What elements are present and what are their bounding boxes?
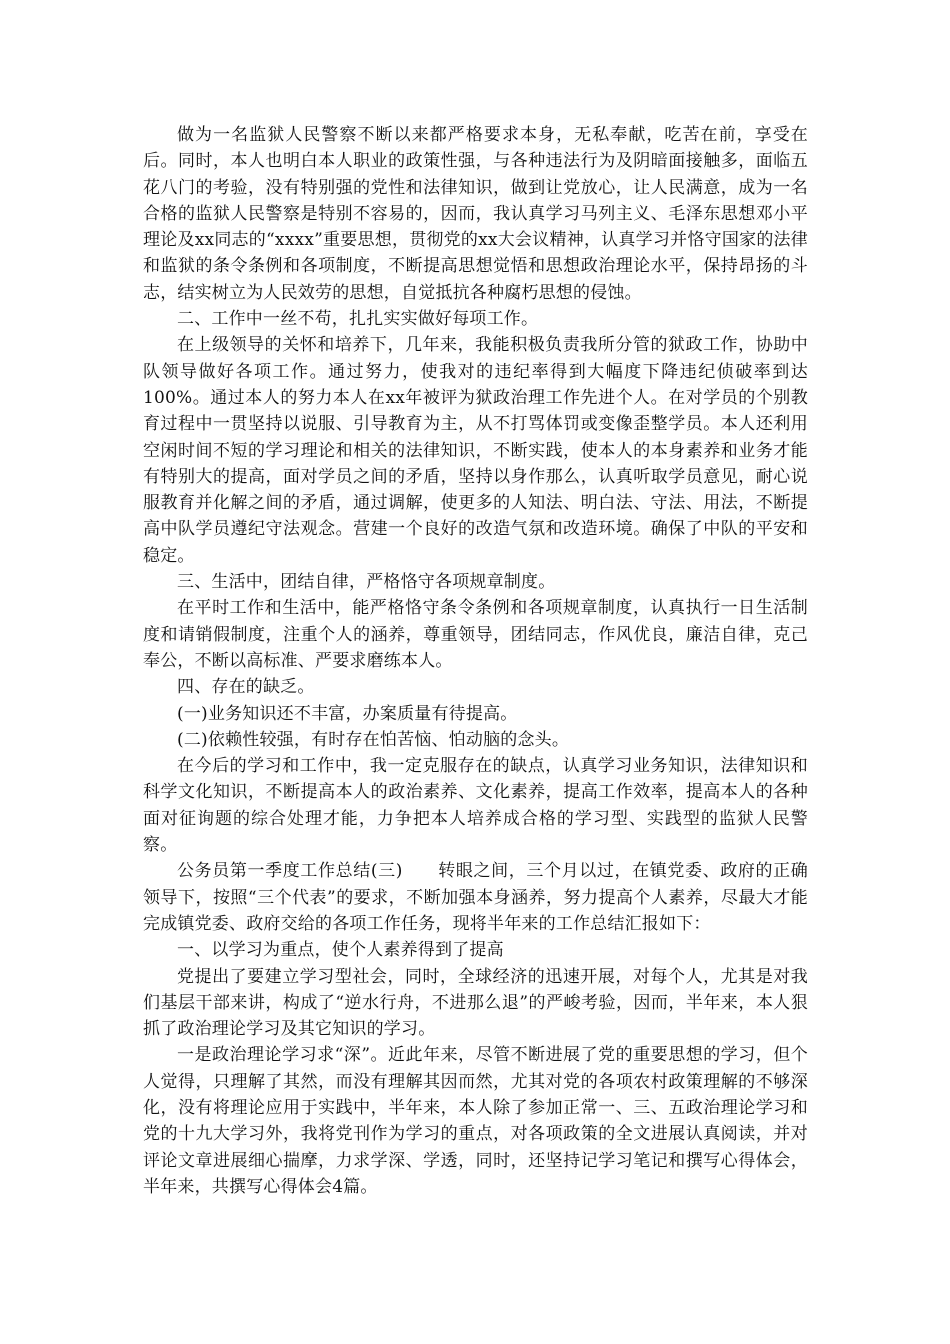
paragraph: 公务员第一季度工作总结(三) 转眼之间，三个月以过，在镇党委、政府的正确领导下，按照“三个代表”的要求，不断加强本身涵养，努力提高个人素养，尽最大才能完成镇党委、政府交给的各项工作任务，现将半年来的工作总结汇报如下： xyxy=(143,861,808,934)
paragraph: 党提出了要建立学习型社会，同时，全球经济的迅速开展，对每个人，尤其是对我们基层干部来讲，构成了“逆水行舟，不进那么退”的严峻考验，因而，半年来，本人狠抓了政治理论学习及其它知识的学习。 xyxy=(143,966,808,1040)
document-body xyxy=(143,122,808,1200)
section-heading: 三、生活中，团结自律，严格恪守各项规章制度。 xyxy=(177,572,556,593)
paragraph: 在今后的学习和工作中，我一定克服存在的缺点，认真学习业务知识，法律知识和科学文化知识，不断提高本人的政治素养、文化素养，提高工作效率，提高本人的各种面对征询题的综合处理才能，力争把本人培养成合格的学习型、实践型的监狱人民警察。 xyxy=(143,756,808,856)
paragraph: 在上级领导的关怀和培养下，几年来，我能积极负责我所分管的狱政工作，协助中队领导做好各项工作。通过努力，使我对的违纪率得到大幅度下降违纪侦破率到达100%。通过本人的努力本人在xx年被评为狱政治理工作先进个人。在对学员的个别教育过程中一贯坚持以说服、引导教育为主，从不打骂体罚或变像歪整学员。本人还利用空闲时间不短的学习理论和相关的法律知识，不断实践，使本人的本身素养和业务才能有特别大的提高，面对学员之间的矛盾，坚持以身作那么，认真听取学员意见，耐心说服教育并化解之间的矛盾，通过调解，使更多的人知法、明白法、守法、用法，不断提高中队学员遵纪守法观念。营建一个良好的改造气氛和改造环境。确保了中队的平安和稳定。 xyxy=(143,335,808,566)
paragraph: 一是政治理论学习求“深”。近此年来，尽管不断进展了党的重要思想的学习，但个人觉得，只理解了其然，而没有理解其因而然，尤其对党的各项农村政策理解的不够深化，没有将理论应用于实践中，半年来，本人除了参加正常一、三、五政治理论学习和党的十九大学习外，我将党刊作为学习的重点，对各项政策的全文进展认真阅读，并对评论文章进展细心揣摩，力求学深、学透，同时，还坚持记学习笔记和撰写心得体会，半年来，共撰写心得体会4篇。 xyxy=(143,1045,808,1197)
section-heading: 二、工作中一丝不苟，扎扎实实做好每项工作。 xyxy=(177,309,539,330)
list-item: (一)业务知识还不丰富，办案质量有待提高。 xyxy=(177,703,518,724)
section-heading: 一、以学习为重点，使个人素养得到了提高 xyxy=(177,940,504,961)
section-heading: 四、存在的缺乏。 xyxy=(177,677,315,698)
paragraph: 做为一名监狱人民警察不断以来都严格要求本身，无私奉献，吃苦在前，享受在后。同时，本人也明白本人职业的政策性强，与各种违法行为及阴暗面接触多，面临五花八门的考验，没有特别强的党性和法律知识，做到让党放心，让人民满意，成为一名合格的监狱人民警察是特别不容易的，因而，我认真学习马列主义、毛泽东思想邓小平理论及xx同志的“xxxx”重要思想，贯彻党的xx大会议精神，认真学习并恪守国家的法律和监狱的条令条例和各项制度，不断提高思想觉悟和思想政治理论水平，保持昂扬的斗志，结实树立为人民效劳的思想，自觉抵抗各种腐朽思想的侵蚀。 xyxy=(143,125,808,303)
list-item: (二)依赖性较强，有时存在怕苦恼、怕动脑的念头。 xyxy=(177,729,570,750)
paragraph: 在平时工作和生活中，能严格恪守条令条例和各项规章制度，认真执行一日生活制度和请销假制度，注重个人的涵养，尊重领导，团结同志，作风优良，廉洁自律，克己奉公，不断以高标准、严要求磨练本人。 xyxy=(143,598,808,671)
